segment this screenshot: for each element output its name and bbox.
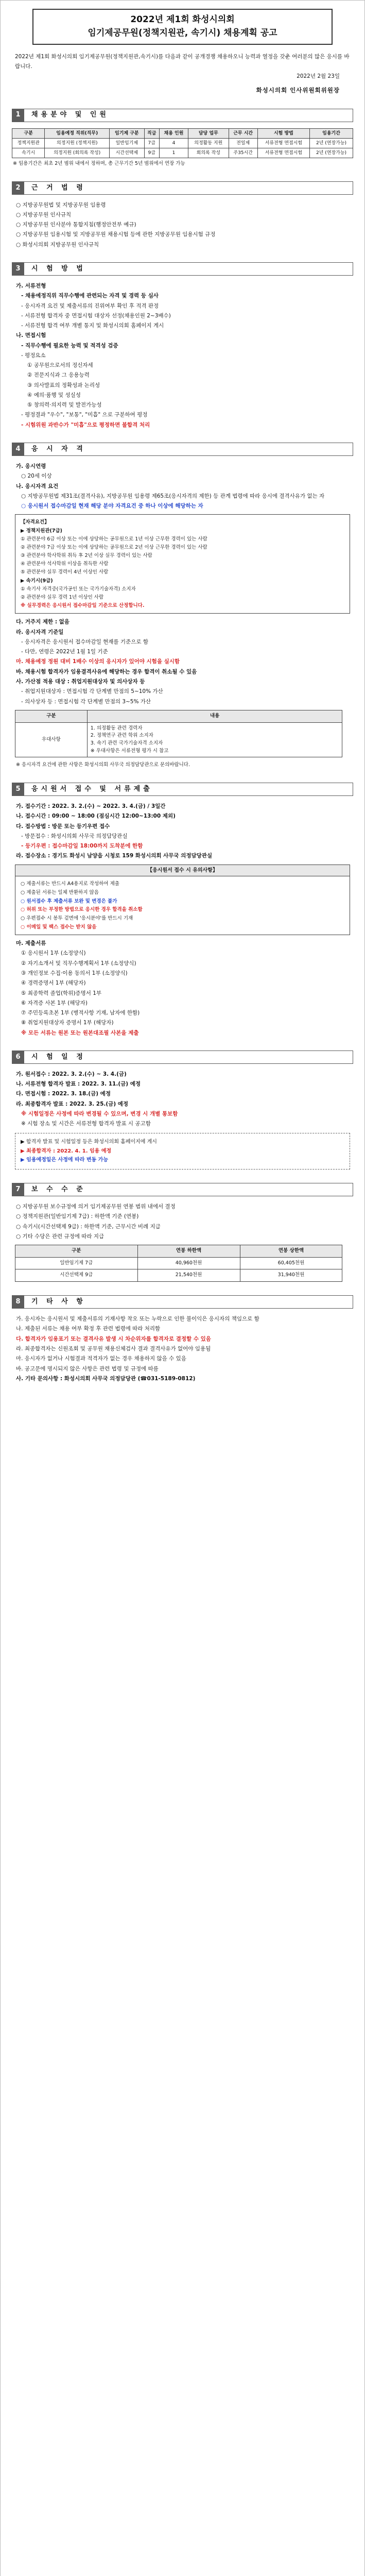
list-item: - 응시자격 요건 및 제출서류의 진위여부 확인 후 적격 판정 — [21, 302, 159, 309]
list-item: ○ 지방공무원 임용시험 및 지방공무원 채용시험 등에 관한 지방공무원 임용시험 규정 — [16, 231, 216, 238]
list-item: - 서류전형 합격자 중 면접시험 대상자 선정(채용인원 2~3배수) — [21, 312, 171, 319]
list-item: ○ 기타 수당은 관련 규정에 따라 지급 — [16, 1233, 105, 1240]
positions-table-header — [12, 128, 353, 138]
col-header: 임기제 구분 — [110, 128, 145, 138]
section-header-positions — [12, 109, 353, 122]
box-line: ④ 관련분야 석사학위 이상을 취득한 사람 — [21, 561, 109, 567]
list-item: 나. 응시자격 요건 — [16, 483, 59, 489]
schedule-box-line: ▶ 최종합격자 : 2022. 4. 1. 임용 예정 — [21, 1148, 112, 1154]
caution-line: ○ 제출서류는 반드시 A4용지로 작성하여 제출 — [21, 881, 119, 887]
box-line: ③ 관련분야 학사학위 취득 후 2년 이상 실무 경력이 있는 사람 — [21, 553, 152, 559]
section-header-application — [12, 783, 353, 796]
qualifications-more-list — [12, 618, 353, 705]
preference-table — [15, 710, 342, 758]
misc-list — [12, 1315, 353, 1383]
list-item: ※ 모든 서류는 원본 또는 원본대조필 사본을 제출 — [21, 1029, 139, 1036]
box-line: ※ 실무경력은 응시원서 접수마감일 기준으로 산정합니다. — [21, 603, 145, 609]
list-item: 라. 최종합격자 발표 : 2022. 3. 25.(금) 예정 — [16, 1100, 129, 1107]
list-item: ③ 개인정보 수집·이용 동의서 1부 (소정양식) — [21, 970, 128, 977]
section-title: 보 수 수 준 — [24, 1183, 353, 1196]
box-title: 【자격요건】 — [21, 519, 49, 526]
col-header: 연봉 상한액 — [240, 1245, 342, 1258]
list-item: 마. 제출서류 — [16, 940, 46, 947]
list-item: ① 공무원으로서의 정신자세 — [27, 362, 93, 369]
list-item: ⑤ 최종학력 졸업(학위)증명서 1부 — [21, 990, 102, 996]
list-item: - 채용예정직위 직무수행에 관련되는 자격 및 경력 등 심사 — [21, 293, 159, 299]
box-line: ▶ 정책지원관(7급) — [21, 528, 62, 534]
table-cell: 9급 — [144, 148, 159, 158]
notice-date: 2022년 2월 23일 — [297, 73, 340, 80]
section-title: 기 타 사 항 — [24, 1295, 353, 1309]
section-number: 7 — [12, 1183, 24, 1196]
application-caution-box — [15, 865, 350, 936]
box-line: ② 관련분야 7급 이상 또는 이에 상당하는 공무원으로 2년 이상 근무한 경력이 있는 사람 — [21, 544, 207, 550]
list-item: - 직무수행에 필요한 능력 및 적격성 검증 — [21, 342, 118, 349]
caution-line: ○ 우편접수 시 봉투 겉면에 '응시분야'를 반드시 기재 — [21, 915, 133, 921]
exam-method-list — [12, 282, 353, 429]
notice-title-line2: 임기제공무원(정책지원관, 속기시) 채용계획 공고 — [88, 28, 277, 39]
col-header: 근무 시간 — [229, 128, 257, 138]
list-item: 다. 거주지 제한 : 없음 — [16, 619, 69, 625]
section-title: 응시원서 접수 및 서류제출 — [24, 783, 353, 796]
section-number: 3 — [12, 262, 24, 276]
list-item: - 다만, 연령은 2022년 1월 1일 기준 — [21, 649, 108, 655]
list-item: ○ 지방공무원법 제31조(결격사유), 지방공무원 임용령 제65조(응시자격의 제한) 등 관계 법령에 따라 응시에 결격사유가 없는 자 — [21, 493, 325, 499]
section-header-schedule — [12, 1050, 353, 1064]
table-cell: 의정지원 (회의록 작성) — [45, 148, 110, 158]
table-cell: 4 — [159, 138, 188, 148]
list-item: ② 자기소개서 및 직무수행계획서 1부 (소정양식) — [21, 960, 136, 967]
list-item: 라. 접수장소 : 경기도 화성시 남양읍 시청로 159 화성시의회 사무국 의정담당관실 — [16, 853, 213, 859]
caution-title: 【응시원서 접수 시 유의사항】 — [15, 865, 350, 877]
col-header: 시험 방법 — [257, 128, 309, 138]
section-title: 근 거 법 령 — [24, 181, 353, 195]
list-item: ⑧ 취업지원대상자 증명서 1부 (해당자) — [21, 1020, 114, 1026]
section-header-salary — [12, 1183, 353, 1196]
salary-list — [12, 1202, 353, 1241]
list-item: 가. 접수기간 : 2022. 3. 2.(수) ~ 2022. 3. 4.(금) / 3일간 — [16, 803, 166, 810]
list-item: ○ 20세 이상 — [21, 473, 52, 480]
list-item: ○ 정책지원관(일반임기제 7급) : 하한액 기준 (연봉) — [16, 1213, 139, 1220]
table-cell: 60,405천원 — [240, 1257, 342, 1269]
list-item: ○ 화성시의회 지방공무원 인사규칙 — [16, 241, 99, 248]
table-cell: 40,960천원 — [137, 1257, 240, 1269]
table-cell: 31,940천원 — [240, 1269, 342, 1282]
list-item: 라. 최종합격자는 신원조회 및 공무원 채용신체검사 결과 결격사유가 없어야 임용됨 — [16, 1345, 211, 1352]
table-cell: 회의록 작성 — [188, 148, 229, 158]
list-item: ○ 지방공무원 인사분야 통합지침(행정안전부 예규) — [16, 222, 136, 228]
table-row — [12, 148, 353, 158]
list-item: ○ 응시원서 접수마감일 현재 해당 분야 자격요건 중 하나 이상에 해당하는 자 — [21, 503, 203, 510]
list-item: ※ 시험 장소 및 시간은 서류전형 합격자 발표 시 공고함 — [21, 1121, 151, 1127]
section-header-laws — [12, 181, 353, 195]
list-item: ② 전문지식과 그 응용능력 — [27, 372, 90, 379]
caution-line: ○ 원서접수 후 제출서류 보완 및 변경은 불가 — [21, 898, 117, 904]
table-cell: 의정지원 (정책지원) — [45, 138, 110, 148]
laws-list — [12, 201, 353, 249]
list-item: 가. 응시자는 응시원서 및 제출서류의 기재사항 착오 또는 누락으로 인한 불이익은 응시자의 책임으로 함 — [16, 1316, 259, 1323]
list-item: ⑦ 주민등록초본 1부 (병적사항 기재, 남자에 한함) — [21, 1010, 140, 1016]
notice-title-line1: 2022년 제1회 화성시의회 — [130, 14, 235, 25]
col-header: 구분 — [15, 710, 88, 722]
list-item: ④ 경력증명서 1부 (해당자) — [21, 980, 86, 987]
list-item: - 응시자격은 응시원서 접수마감일 현재를 기준으로 함 — [21, 638, 148, 645]
list-item: - 평정요소 — [21, 352, 46, 359]
list-item: 사. 가산점 적용 대상 : 취업지원대상자 및 의사상자 등 — [16, 678, 145, 685]
list-item: 다. 합격자가 임용포기 또는 결격사유 발생 시 차순위자를 합격자로 결정할 수 있음 — [16, 1335, 211, 1342]
application-list — [12, 802, 353, 860]
col-header: 직급 — [144, 128, 159, 138]
table-cell: 1 — [159, 148, 188, 158]
col-header: 구분 — [12, 128, 45, 138]
list-item: 바. 공고문에 명시되지 않은 사항은 관련 법령 및 규정에 따름 — [16, 1365, 159, 1372]
schedule-box-line: ▶ 합격자 발표 및 시험일정 등은 화성시의회 홈페이지에 게시 — [21, 1139, 157, 1145]
section-number: 1 — [12, 109, 24, 122]
salary-table-header — [15, 1245, 342, 1258]
section-number: 8 — [12, 1295, 24, 1309]
preference-footnote: ※ 응시자격 요건에 관한 사항은 화성시의회 사무국 의정담당관으로 문의바랍니다. — [16, 762, 190, 768]
col-header: 구분 — [15, 1245, 138, 1258]
section-title: 채용분야 및 인원 — [24, 109, 353, 122]
list-item: - 등기우편 : 접수마감일 18:00까지 도착분에 한함 — [21, 843, 143, 850]
table-cell: 시간선택제 — [110, 148, 145, 158]
table-cell: 1. 의정활동 관련 경력자 2. 정책연구 관련 학위 소지자 3. 속기 관련 국가기술자격 소지자 ※ 우대사항은 서류전형 평가 시 참고 — [87, 722, 342, 757]
list-item: ○ 지방공무원 인사규칙 — [16, 211, 72, 218]
schedule-notice-box — [15, 1133, 350, 1170]
table-cell: 정책지원관 — [12, 138, 45, 148]
list-item: ※ 시험일정은 사정에 따라 변경될 수 있으며, 변경 시 개별 통보함 — [21, 1110, 178, 1117]
section-number: 2 — [12, 181, 24, 195]
list-item: ○ 속기시(시간선택제 9급) : 하한액 기준, 근무시간 비례 지급 — [16, 1223, 161, 1230]
list-item: 가. 원서접수 : 2022. 3. 2.(수) ~ 3. 4.(금) — [16, 1071, 127, 1077]
documents-list — [12, 939, 353, 1037]
section-number: 5 — [12, 783, 24, 796]
caution-line: ○ 이메일 및 팩스 접수는 받지 않음 — [21, 924, 97, 930]
table-row — [15, 1257, 342, 1269]
positions-note: ※ 임용기간은 최초 2년 범위 내에서 정하며, 총 근무기간 5년 범위에서 연장 가능 — [13, 160, 185, 166]
col-header: 내용 — [87, 710, 342, 722]
box-line: ② 관련분야 실무 경력 1년 이상인 사람 — [21, 595, 104, 601]
list-item: 사. 기타 문의사항 : 화성시의회 사무국 의정담당관 (☎031-5189-0812) — [16, 1375, 196, 1382]
table-cell: 서류전형 면접시험 — [257, 148, 309, 158]
list-item: - 시험위원 과반수가 "미흡"으로 평정하면 불합격 처리 — [21, 421, 150, 428]
col-header: 임용예정 직위(직무) — [45, 128, 110, 138]
list-item: 나. 서류전형 합격자 발표 : 2022. 3. 11.(금) 예정 — [16, 1081, 141, 1088]
salary-table — [15, 1245, 342, 1282]
table-row — [15, 1269, 342, 1282]
caution-line: ○ 제출된 서류는 일체 반환하지 않음 — [21, 889, 99, 895]
list-item: - 취업지원대상자 : 면접시험 각 단계별 만점의 5~10% 가산 — [21, 688, 163, 695]
list-item: - 서류전형 합격 여부 개별 통지 및 화성시의회 홈페이지 게시 — [21, 323, 164, 329]
section-header-exam-method — [12, 262, 353, 276]
list-item: 나. 제출된 서류는 채용 여부 확정 후 관련 법령에 따라 처리함 — [16, 1326, 161, 1332]
intro-text: 2022년 제1회 화성시의회 임기제공무원(정책지원관,속기시)를 다음과 같이 공개경쟁 채용하오니 능력과 열정을 갖춘 여러분의 많은 응시를 바랍니다. — [15, 53, 350, 70]
table-cell: 2년 (연장가능) — [310, 138, 353, 148]
col-header: 임용기간 — [310, 128, 353, 138]
list-item: 라. 응시자격 기준일 — [16, 629, 64, 635]
col-header: 채용 인원 — [159, 128, 188, 138]
qualifications-list — [12, 462, 353, 510]
col-header: 담당 업무 — [188, 128, 229, 138]
table-cell: 시간선택제 9급 — [15, 1269, 138, 1282]
list-item: 나. 접수시간 : 09:00 ~ 18:00 (점심시간 12:00~13:00 제외) — [16, 813, 176, 820]
list-item: ④ 예의·품행 및 성실성 — [27, 392, 81, 398]
list-item: 나. 면접시험 — [16, 332, 46, 339]
list-item: 다. 면접시험 : 2022. 3. 18.(금) 예정 — [16, 1091, 111, 1097]
section-header-misc — [12, 1295, 353, 1309]
table-cell: 주35시간 — [229, 148, 257, 158]
table-cell: 7급 — [144, 138, 159, 148]
box-line: ① 속기사 자격증(국가공인 또는 국가기술자격) 소지자 — [21, 586, 136, 592]
qualification-requirements-box — [15, 514, 350, 614]
section-number: 6 — [12, 1050, 24, 1064]
schedule-box-line: ▶ 임용예정일은 사정에 따라 변동 가능 — [21, 1157, 108, 1163]
list-item: 바. 채용시험 합격자가 임용결격사유에 해당하는 경우 합격이 취소될 수 있음 — [16, 668, 197, 675]
table-cell: 일반임기제 — [110, 138, 145, 148]
section-title: 시 험 일 정 — [24, 1050, 353, 1064]
table-cell: 의정활동 지원 — [188, 138, 229, 148]
list-item: 마. 응시자가 없거나 시험결과 적격자가 없는 경우 채용하지 않을 수 있음 — [16, 1355, 186, 1362]
table-row — [12, 138, 353, 148]
section-title: 응 시 자 격 — [24, 443, 353, 456]
list-item: ○ 지방공무원 보수규정에 의거 임기제공무원 연봉 범위 내에서 결정 — [16, 1203, 176, 1210]
list-item: - 평정결과 "우수", "보통", "미흡" 으로 구분하여 평정 — [21, 412, 148, 418]
table-cell: 전일제 — [229, 138, 257, 148]
list-item: - 의사상자 등 : 면접시험 각 단계별 만점의 3~5% 가산 — [21, 698, 151, 705]
section-header-qualifications — [12, 443, 353, 456]
notice-org: 화성시의회 인사위원회위원장 — [256, 86, 340, 94]
list-item: ① 응시원서 1부 (소정양식) — [21, 950, 86, 957]
list-item: ○ 지방공무원법 및 지방공무원 임용령 — [16, 201, 106, 208]
list-item: 다. 접수방법 : 방문 또는 등기우편 접수 — [16, 823, 110, 829]
list-item: ⑤ 창의력·의지력 및 발전가능성 — [27, 402, 102, 409]
box-line: ① 관련분야 6급 이상 또는 이에 상당하는 공무원으로 1년 이상 근무한 경력이 있는 사람 — [21, 536, 207, 542]
section-number: 4 — [12, 443, 24, 456]
box-line: ▶ 속기시(9급) — [21, 578, 53, 584]
table-row — [15, 722, 342, 757]
table-cell: 21,540천원 — [137, 1269, 240, 1282]
table-cell: 2년 (연장가능) — [310, 148, 353, 158]
list-item: ③ 의사발표의 정확성과 논리성 — [27, 382, 100, 388]
list-item: 가. 서류전형 — [16, 283, 46, 290]
list-item: 가. 응시연령 — [16, 463, 46, 469]
col-header: 연봉 하한액 — [137, 1245, 240, 1258]
table-cell: 서류전형 면접시험 — [257, 138, 309, 148]
list-item: ⑥ 자격증 사본 1부 (해당자) — [21, 999, 88, 1006]
box-line: ⑤ 관련분야 실무 경력이 4년 이상인 사람 — [21, 569, 109, 575]
preference-table-header — [15, 710, 342, 722]
notice-title-box — [32, 9, 333, 45]
list-item: - 방문접수 : 화성시의회 사무국 의정담당관실 — [21, 833, 128, 839]
positions-table — [12, 128, 353, 158]
table-cell: 일반임기제 7급 — [15, 1257, 138, 1269]
section-title: 시 험 방 법 — [24, 262, 353, 276]
table-cell: 우대사항 — [15, 722, 88, 757]
list-item: 마. 채용예정 정원 대비 1배수 이상의 응시자가 있어야 시험을 실시함 — [16, 658, 180, 665]
table-cell: 속기시 — [12, 148, 45, 158]
caution-line: ○ 허위 또는 부정한 방법으로 응시한 경우 합격을 취소함 — [21, 907, 143, 913]
schedule-list — [12, 1070, 353, 1128]
